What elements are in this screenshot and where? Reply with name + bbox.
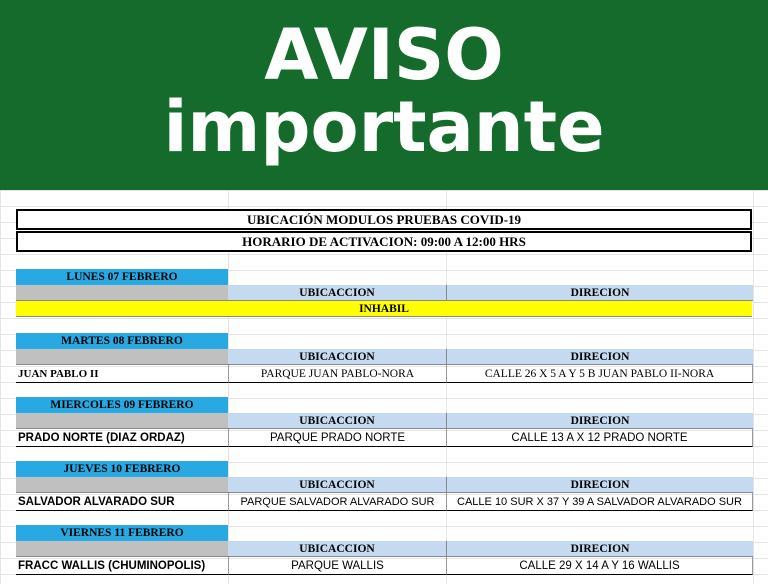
col-direccion-header: DIRECION	[446, 285, 753, 301]
col-direccion-header: DIRECION	[446, 541, 753, 557]
day-header: LUNES 07 FEBRERO	[16, 269, 228, 285]
colonia-name: PRADO NORTE (DIAZ ORDAZ)	[16, 429, 228, 447]
banner-title: AVISO	[264, 14, 504, 96]
col-ubicacion-header: UBICACCION	[228, 541, 446, 557]
direccion-cell: CALLE 26 X 5 A Y 5 B JUAN PABLO II-NORA	[446, 365, 753, 383]
status-inhabil: INHABIL	[16, 301, 752, 317]
direccion-cell: CALLE 29 X 14 A Y 16 WALLIS	[446, 557, 753, 575]
col-direccion-header: DIRECION	[446, 413, 753, 429]
direccion-cell: CALLE 13 A X 12 PRADO NORTE	[446, 429, 753, 447]
direccion-cell: CALLE 10 SUR X 37 Y 39 A SALVADOR ALVARADO SUR	[446, 493, 753, 511]
grey-cell	[16, 413, 228, 429]
day-header: VIERNES 11 FEBRERO	[16, 525, 228, 541]
grey-cell	[16, 477, 228, 493]
banner-subtitle: importante	[163, 86, 605, 168]
col-ubicacion-header: UBICACCION	[228, 477, 446, 493]
ubicacion-cell: PARQUE WALLIS	[228, 557, 446, 575]
grid-column-line	[753, 190, 754, 584]
ubicacion-cell: PARQUE SALVADOR ALVARADO SUR	[228, 493, 446, 511]
col-ubicacion-header: UBICACCION	[228, 413, 446, 429]
grey-cell	[16, 349, 228, 365]
aviso-banner	[0, 0, 768, 190]
day-header: MARTES 08 FEBRERO	[16, 333, 228, 349]
colonia-name: SALVADOR ALVARADO SUR	[16, 493, 228, 511]
ubicacion-cell: PARQUE JUAN PABLO-NORA	[228, 365, 446, 383]
day-header: JUEVES 10 FEBRERO	[16, 461, 228, 477]
col-direccion-header: DIRECION	[446, 477, 753, 493]
colonia-name: FRACC WALLIS (CHUMINOPOLIS)	[16, 557, 228, 575]
colonia-name: JUAN PABLO II	[16, 365, 228, 383]
grey-cell	[16, 285, 228, 301]
col-ubicacion-header: UBICACCION	[228, 349, 446, 365]
col-direccion-header: DIRECION	[446, 349, 753, 365]
col-ubicacion-header: UBICACCION	[228, 285, 446, 301]
sheet-title: UBICACIÓN MODULOS PRUEBAS COVID-19	[16, 209, 752, 230]
grey-cell	[16, 541, 228, 557]
spreadsheet	[0, 190, 768, 584]
schedule-line: HORARIO DE ACTIVACION: 09:00 A 12:00 HRS	[16, 231, 752, 252]
ubicacion-cell: PARQUE PRADO NORTE	[228, 429, 446, 447]
day-header: MIERCOLES 09 FEBRERO	[16, 397, 228, 413]
